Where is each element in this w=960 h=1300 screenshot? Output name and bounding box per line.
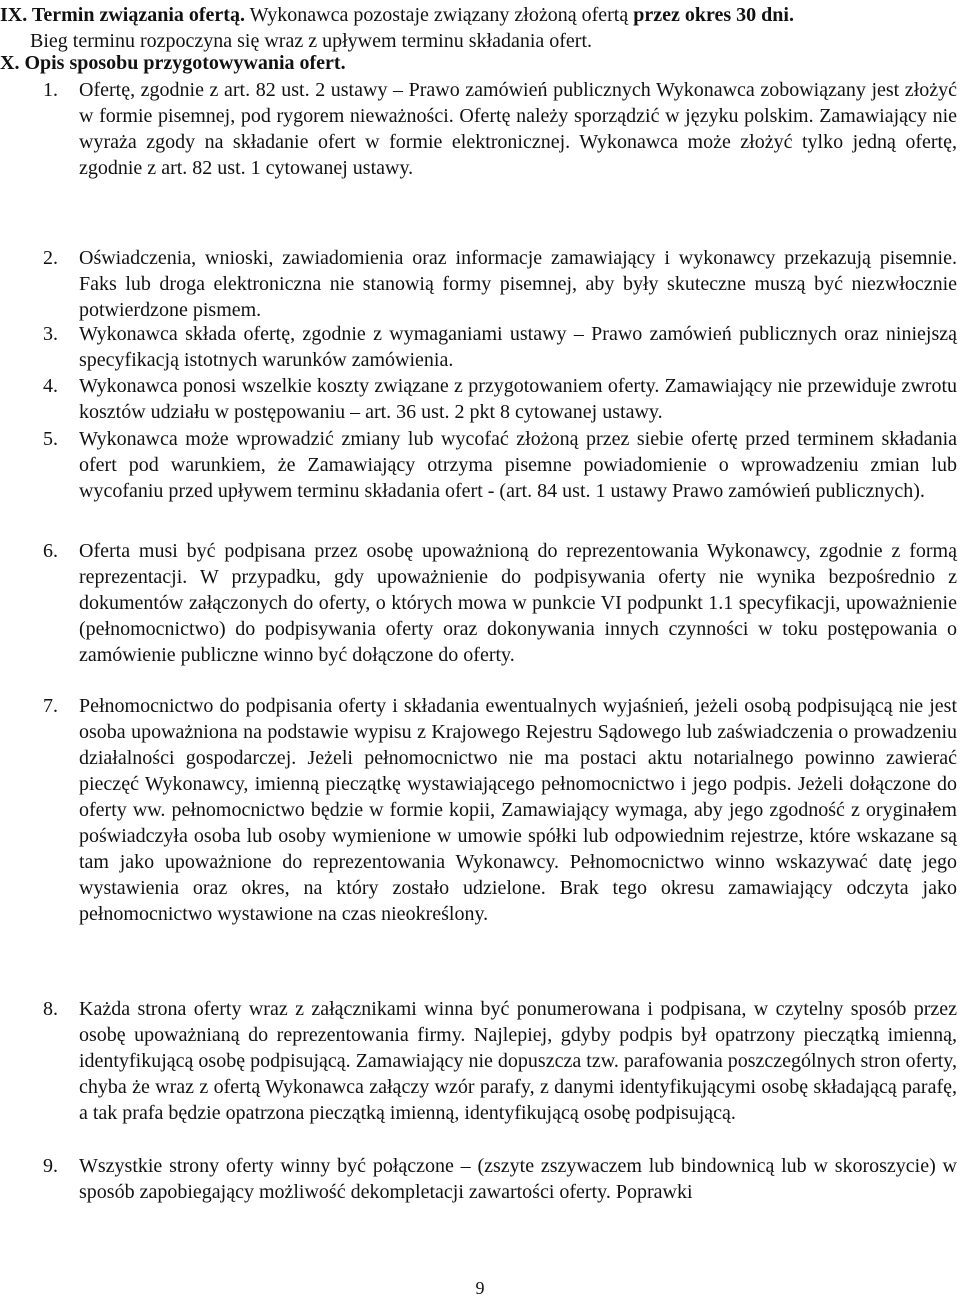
item-text: Pełnomocnictwo do podpisania oferty i składania ewentualnych wyjaśnień, jeżeli osobą podpisującą nie jest osoba upoważniona na podstawie wypisu z Krajowego Rejestru Sądowego lub zaświadczenia o prowadzeniu działalności gospodarczej. Jeżeli pełnomocnictwo nie ma postaci aktu notarialnego powinno zawierać pieczęć Wykonawcy, imienną pieczątkę wystawiającego pełnomocnictwo i jego podpis. Jeżeli dołączone do oferty ww. pełnomocnictwo będzie w formie kopii, Zamawiający wymaga, aby jego zgodność z oryginałem poświadczyła osoba lub osoby wymienione w umowie spółki lub odpowiednim rejestrze, które wskazane są tam jako upoważnione do reprezentowania Wykonawcy. Pełnomocnictwo winno wskazywać datę jego wystawienia oraz okres, na który zostało udzielone. Brak tego okresu zamawiający odczyta jako pełnomocnictwo wystawione na czas nieokreślony. — [79, 695, 957, 925]
item-number: 1. — [43, 79, 58, 101]
section-x — [0, 50, 960, 76]
list-item — [0, 693, 958, 927]
list-item — [0, 245, 958, 323]
item-text: Ofertę, zgodnie z art. 82 ust. 2 ustawy – Prawo zamówień publicznych Wykonawca zobowiązany jest złożyć w formie pisemnej, pod rygorem nieważności. Ofertę należy sporządzić w języku polskim. Zamawiający nie wyraża zgody na składanie ofert w formie elektronicznej. Wykonawca może złożyć tylko jedną ofertę, zgodnie z art. 82 ust. 1 cytowanej ustawy. — [79, 79, 957, 179]
item-text: Wykonawca ponosi wszelkie koszty związane z przygotowaniem oferty. Zamawiający nie przewiduje zwrotu kosztów udziału w postępowaniu – art. 36 ust. 2 pkt 8 cytowanej ustawy. — [79, 375, 957, 423]
section-ix-line-2: Bieg terminu rozpoczyna się wraz z upływem terminu składania ofert. — [30, 30, 593, 52]
section-ix — [0, 2, 960, 54]
item-text: Wykonawca może wprowadzić zmiany lub wycofać złożoną przez siebie ofertę przed terminem składania ofert pod warunkiem, że Zamawiający otrzyma pisemne powiadomienie o wprowadzeniu zmian lub wycofaniu przed upływem terminu składania ofert - (art. 84 ust. 1 ustawy Prawo zamówień publicznych). — [79, 428, 957, 502]
item-number: 6. — [43, 540, 58, 562]
list-item — [0, 996, 958, 1126]
page-number: 9 — [475, 1278, 485, 1298]
item-number: 3. — [43, 323, 58, 345]
item-text: Wykonawca składa ofertę, zgodnie z wymaganiami ustawy – Prawo zamówień publicznych oraz niniejszą specyfikacją istotnych warunków zamówienia. — [79, 323, 957, 371]
item-text: Oferta musi być podpisana przez osobę upoważnioną do reprezentowania Wykonawcy, zgodnie z formą reprezentacji. W przypadku, gdy upoważnienie do podpisywania oferty nie wynika bezpośrednio z dokumentów załączonych do oferty, o których mowa w punkcie VI podpunkt 1.1 specyfikacji, upoważnienie (pełnomocnictwo) do podpisywania oferty oraz dokonywania innych czynności w toku postępowania o zamówienie publiczne winno być dołączone do oferty. — [79, 540, 957, 666]
item-text: Każda strona oferty wraz z załącznikami winna być ponumerowana i podpisana, w czytelny sposób przez osobę upoważnianą do reprezentowania firmy. Najlepiej, gdyby podpis był opatrzony pieczątką imienną, identyfikującą osobę podpisującą. Zamawiający nie dopuszcza tzw. parafowania poszczególnych stron oferty, chyba że wraz z ofertą Wykonawca załączy wzór parafy, z danymi identyfikującymi osobę składającą parafę, a tak prafa będzie opatrzona pieczątką imienną, identyfikującą osobę podpisującą. — [79, 998, 957, 1124]
section-x-heading: X. Opis sposobu przygotowywania ofert. — [0, 52, 346, 74]
item-number: 7. — [43, 695, 58, 717]
item-text: Oświadczenia, wnioski, zawiadomienia oraz informacje zamawiający i wykonawcy przekazują pisemnie. Faks lub droga elektroniczna nie stanowią formy pisemnej, aby były skuteczne muszą być niezwłocznie potwierdzone pismem. — [79, 247, 957, 321]
item-number: 8. — [43, 998, 58, 1020]
section-ix-heading: IX. Termin związania ofertą. — [0, 4, 245, 26]
item-number: 9. — [43, 1155, 58, 1177]
section-ix-text: Wykonawca pozostaje związany złożoną ofertą — [244, 4, 634, 26]
list-item — [0, 426, 958, 504]
list-item — [0, 1153, 958, 1205]
item-number: 2. — [43, 247, 58, 269]
list-item — [0, 321, 958, 373]
list-item — [0, 373, 958, 425]
list-item — [0, 538, 958, 668]
section-ix-period: przez okres 30 dni. — [633, 4, 794, 26]
item-number: 5. — [43, 428, 58, 450]
item-text: Wszystkie strony oferty winny być połączone – (zszyte zszywaczem lub bindownicą lub w skoroszycie) w sposób zapobiegający możliwość dekompletacji zawartości oferty. Poprawki — [79, 1155, 957, 1203]
list-item — [0, 77, 958, 181]
item-number: 4. — [43, 375, 58, 397]
